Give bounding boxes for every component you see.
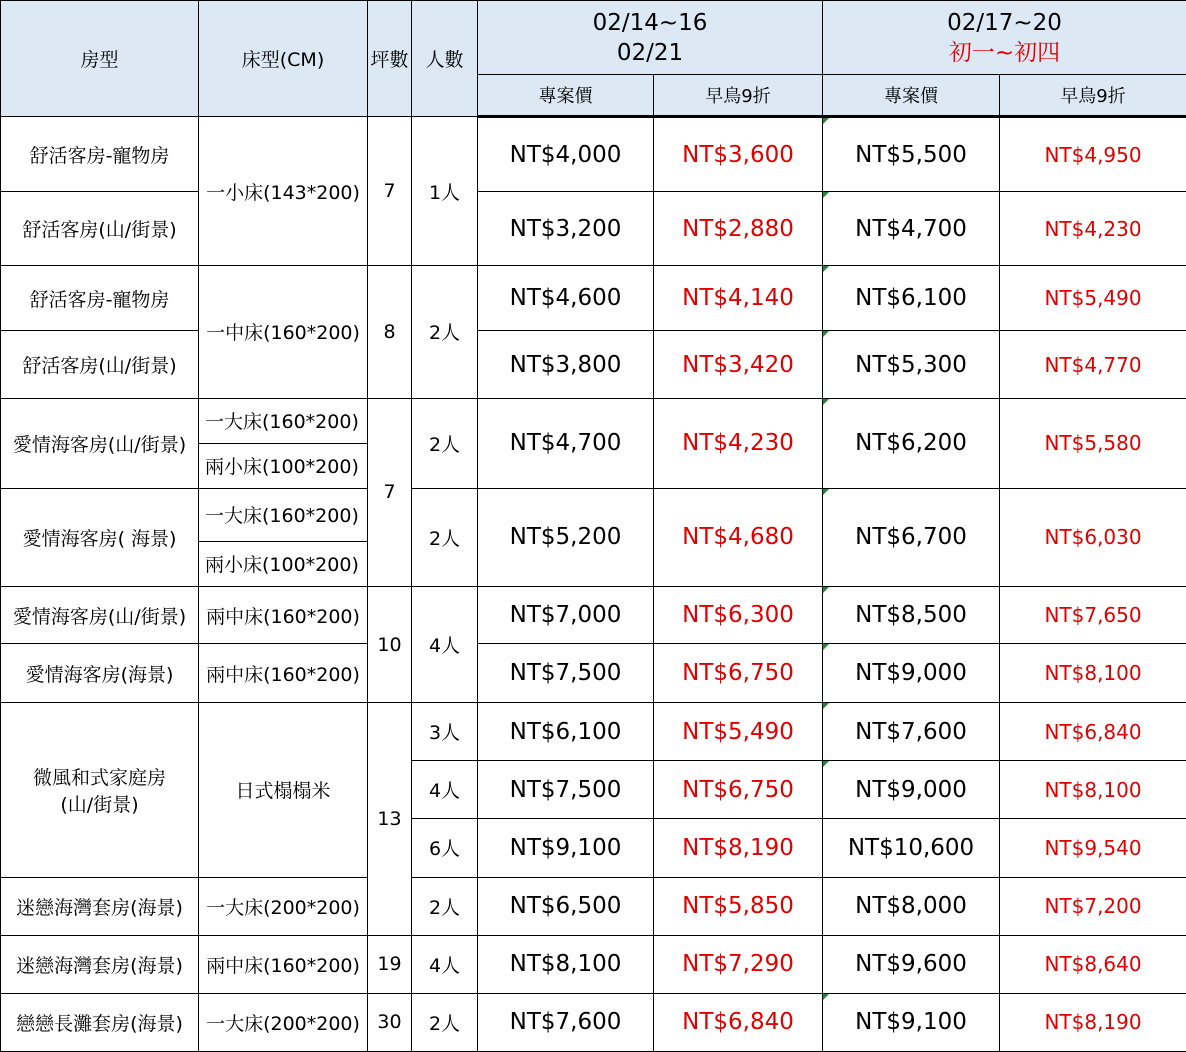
room-type-cell: 愛情海客房(山/街景) bbox=[1, 398, 199, 488]
header-period-2-early-bird: 早鳥9折 bbox=[1000, 75, 1186, 117]
early-bird-period-1: NT$6,840 bbox=[654, 993, 823, 1051]
people-cell: 6人 bbox=[412, 819, 478, 877]
period-2-dates: 02/17~20 bbox=[947, 9, 1062, 36]
price-period-2: NT$9,100 bbox=[823, 993, 1000, 1051]
price-period-2: NT$9,000 bbox=[823, 761, 1000, 819]
size-cell: 8 bbox=[368, 266, 412, 398]
table-row bbox=[1, 266, 1186, 331]
room-type-cell: 舒活客房(山/街景) bbox=[1, 331, 199, 398]
size-cell: 13 bbox=[368, 703, 412, 935]
bed-type-cell: 兩小床(100*200) bbox=[199, 541, 368, 586]
early-bird-period-2: NT$8,100 bbox=[1000, 761, 1186, 819]
bed-type-cell: 一中床(160*200) bbox=[199, 266, 368, 398]
people-cell: 2人 bbox=[412, 266, 478, 398]
room-type-cell: 迷戀海灣套房(海景) bbox=[1, 935, 199, 993]
size-cell: 19 bbox=[368, 935, 412, 993]
early-bird-period-1: NT$5,490 bbox=[654, 703, 823, 761]
people-cell: 1人 bbox=[412, 117, 478, 266]
room-type-cell: 舒活客房-寵物房 bbox=[1, 266, 199, 331]
bed-type-cell: 一大床(160*200) bbox=[199, 398, 368, 443]
table-row bbox=[1, 644, 1186, 703]
price-period-1: NT$7,600 bbox=[478, 993, 654, 1051]
price-period-2: NT$5,300 bbox=[823, 331, 1000, 398]
period-2-holiday-label: 初一~初四 bbox=[948, 39, 1061, 66]
table-row bbox=[1, 117, 1186, 192]
price-period-1: NT$3,800 bbox=[478, 331, 654, 398]
early-bird-period-1: NT$5,850 bbox=[654, 877, 823, 935]
room-type-cell bbox=[1, 703, 199, 877]
price-period-2: NT$8,000 bbox=[823, 877, 1000, 935]
room-type-line-2: (山/街景) bbox=[60, 793, 139, 816]
header-period-2 bbox=[823, 1, 1186, 75]
size-cell: 10 bbox=[368, 586, 412, 702]
room-type-cell: 舒活客房(山/街景) bbox=[1, 192, 199, 266]
bed-type-cell: 一大床(200*200) bbox=[199, 993, 368, 1051]
price-period-2: NT$9,600 bbox=[823, 935, 1000, 993]
early-bird-period-2: NT$9,540 bbox=[1000, 819, 1186, 877]
early-bird-period-1: NT$3,600 bbox=[654, 117, 823, 192]
table-row bbox=[1, 586, 1186, 643]
room-type-cell: 愛情海客房( 海景) bbox=[1, 488, 199, 586]
room-type-cell: 迷戀海灣套房(海景) bbox=[1, 877, 199, 935]
table-row bbox=[1, 877, 1186, 935]
room-type-line-1: 微風和式家庭房 bbox=[32, 766, 166, 789]
price-period-1: NT$4,000 bbox=[478, 117, 654, 192]
room-type-cell: 愛情海客房(山/街景) bbox=[1, 586, 199, 643]
people-cell: 4人 bbox=[412, 586, 478, 702]
early-bird-period-2: NT$4,770 bbox=[1000, 331, 1186, 398]
people-cell: 4人 bbox=[412, 935, 478, 993]
size-cell: 30 bbox=[368, 993, 412, 1051]
early-bird-period-1: NT$2,880 bbox=[654, 192, 823, 266]
header-row-1 bbox=[1, 1, 1186, 75]
table-row bbox=[1, 398, 1186, 443]
price-period-2: NT$5,500 bbox=[823, 117, 1000, 192]
size-cell: 7 bbox=[368, 398, 412, 586]
early-bird-period-1: NT$6,300 bbox=[654, 586, 823, 643]
table-row bbox=[1, 488, 1186, 541]
early-bird-period-1: NT$7,290 bbox=[654, 935, 823, 993]
people-cell: 2人 bbox=[412, 877, 478, 935]
early-bird-period-2: NT$8,190 bbox=[1000, 993, 1186, 1051]
header-people: 人數 bbox=[412, 1, 478, 117]
size-cell: 7 bbox=[368, 117, 412, 266]
bed-type-cell: 一大床(200*200) bbox=[199, 877, 368, 935]
price-period-1: NT$6,500 bbox=[478, 877, 654, 935]
header-size: 坪數 bbox=[368, 1, 412, 117]
early-bird-period-2: NT$5,580 bbox=[1000, 398, 1186, 488]
bed-type-cell: 日式榻榻米 bbox=[199, 703, 368, 877]
price-period-1: NT$8,100 bbox=[478, 935, 654, 993]
price-period-2: NT$6,100 bbox=[823, 266, 1000, 331]
bed-type-cell: 一大床(160*200) bbox=[199, 488, 368, 541]
room-type-cell: 愛情海客房(海景) bbox=[1, 644, 199, 703]
price-period-1: NT$6,100 bbox=[478, 703, 654, 761]
price-period-1: NT$7,500 bbox=[478, 644, 654, 703]
bed-type-cell: 兩中床(160*200) bbox=[199, 586, 368, 643]
early-bird-period-1: NT$6,750 bbox=[654, 644, 823, 703]
price-period-1: NT$4,700 bbox=[478, 398, 654, 488]
early-bird-period-2: NT$7,200 bbox=[1000, 877, 1186, 935]
early-bird-period-2: NT$5,490 bbox=[1000, 266, 1186, 331]
price-period-1: NT$5,200 bbox=[478, 488, 654, 586]
table-row bbox=[1, 993, 1186, 1051]
bed-type-cell: 兩中床(160*200) bbox=[199, 935, 368, 993]
people-cell: 2人 bbox=[412, 488, 478, 586]
header-period-1-project-price: 專案價 bbox=[478, 75, 654, 117]
price-period-2: NT$4,700 bbox=[823, 192, 1000, 266]
header-period-1 bbox=[478, 1, 823, 75]
period-1-dates: 02/14~16 bbox=[592, 9, 708, 36]
price-period-2: NT$8,500 bbox=[823, 586, 1000, 643]
early-bird-period-2: NT$6,840 bbox=[1000, 703, 1186, 761]
header-period-1-early-bird: 早鳥9折 bbox=[654, 75, 823, 117]
room-type-cell: 戀戀長灘套房(海景) bbox=[1, 993, 199, 1051]
early-bird-period-2: NT$8,100 bbox=[1000, 644, 1186, 703]
people-cell: 3人 bbox=[412, 703, 478, 761]
price-period-1: NT$7,500 bbox=[478, 761, 654, 819]
people-cell: 2人 bbox=[412, 398, 478, 488]
early-bird-period-1: NT$4,140 bbox=[654, 266, 823, 331]
table-row bbox=[1, 703, 1186, 761]
price-period-1: NT$4,600 bbox=[478, 266, 654, 331]
header-room-type: 房型 bbox=[1, 1, 199, 117]
early-bird-period-1: NT$3,420 bbox=[654, 331, 823, 398]
bed-type-cell: 一小床(143*200) bbox=[199, 117, 368, 266]
header-bed-type: 床型(CM) bbox=[199, 1, 368, 117]
early-bird-period-1: NT$6,750 bbox=[654, 761, 823, 819]
early-bird-period-1: NT$8,190 bbox=[654, 819, 823, 877]
bed-type-cell: 兩中床(160*200) bbox=[199, 644, 368, 703]
price-period-2: NT$6,200 bbox=[823, 398, 1000, 488]
early-bird-period-2: NT$6,030 bbox=[1000, 488, 1186, 586]
bed-type-cell: 兩小床(100*200) bbox=[199, 443, 368, 488]
price-period-1: NT$7,000 bbox=[478, 586, 654, 643]
period-1-extra-date: 02/21 bbox=[616, 39, 684, 66]
early-bird-period-1: NT$4,680 bbox=[654, 488, 823, 586]
price-period-2: NT$10,600 bbox=[823, 819, 1000, 877]
room-type-cell: 舒活客房-寵物房 bbox=[1, 117, 199, 192]
early-bird-period-2: NT$7,650 bbox=[1000, 586, 1186, 643]
price-period-1: NT$9,100 bbox=[478, 819, 654, 877]
people-cell: 2人 bbox=[412, 993, 478, 1051]
early-bird-period-2: NT$4,950 bbox=[1000, 117, 1186, 192]
early-bird-period-1: NT$4,230 bbox=[654, 398, 823, 488]
price-period-2: NT$7,600 bbox=[823, 703, 1000, 761]
early-bird-period-2: NT$4,230 bbox=[1000, 192, 1186, 266]
people-cell: 4人 bbox=[412, 761, 478, 819]
early-bird-period-2: NT$8,640 bbox=[1000, 935, 1186, 993]
price-period-2: NT$9,000 bbox=[823, 644, 1000, 703]
price-period-2: NT$6,700 bbox=[823, 488, 1000, 586]
price-period-1: NT$3,200 bbox=[478, 192, 654, 266]
header-period-2-project-price: 專案價 bbox=[823, 75, 1000, 117]
table-row bbox=[1, 331, 1186, 398]
table-row bbox=[1, 935, 1186, 993]
table-row bbox=[1, 192, 1186, 266]
